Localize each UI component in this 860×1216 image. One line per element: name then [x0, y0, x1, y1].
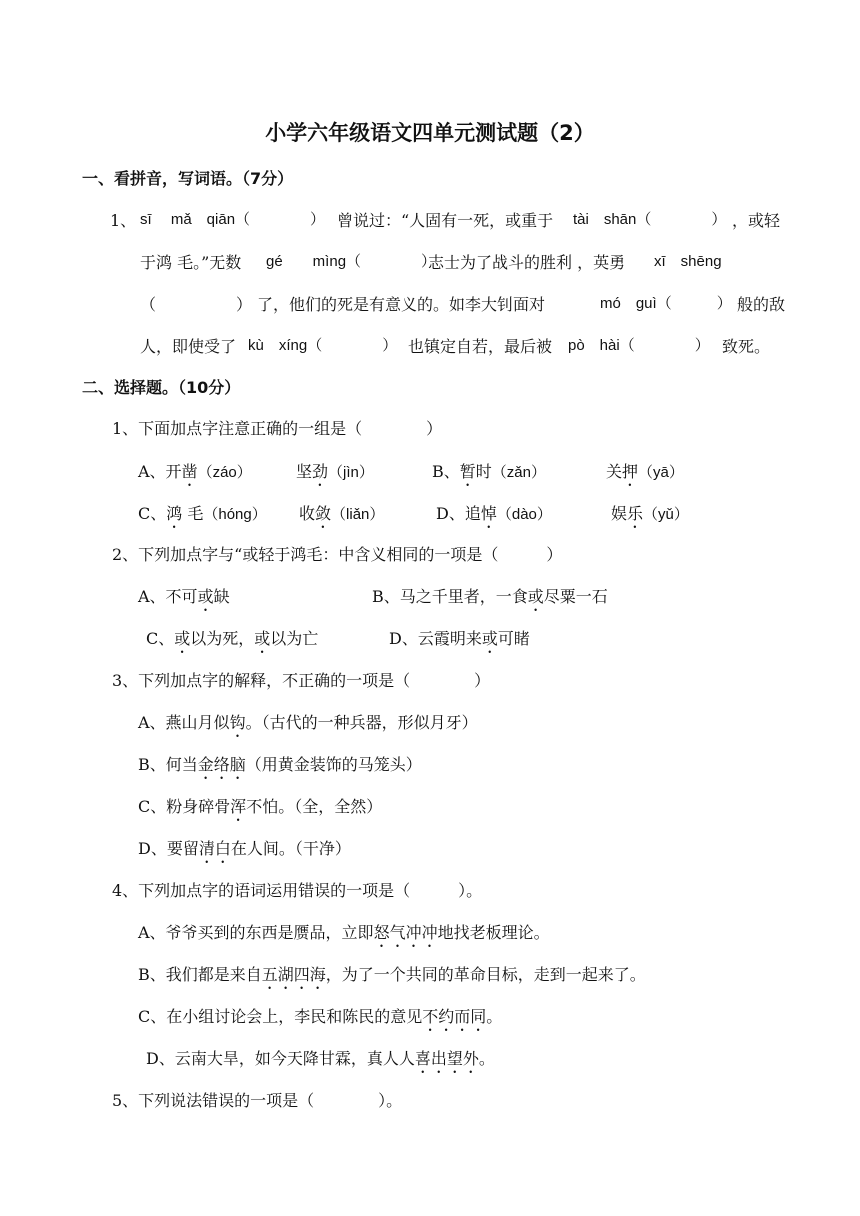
s1-text: 人，即使受了 [140, 337, 237, 356]
s1-text: ，或轻 [732, 211, 781, 230]
q2-option-b: B、马之千里者，一食或尽粟一石 [372, 587, 608, 606]
s1-pinyin-xisheng: xī shēng [654, 253, 722, 270]
q2-stem: 2、下列加点字与“或轻于鸿毛：中含义相同的一项是（ ） [112, 545, 563, 564]
q5-stem: 5、下列说法错误的一项是（ ）。 [112, 1091, 403, 1110]
q1-option-c2: 收敛（liǎn） [299, 504, 385, 523]
q4-option-d: D、云南大旱，如今天降甘霖，真人人喜出望外。 [146, 1049, 495, 1068]
q4-option-a: A、爷爷买到的东西是赝品，立即怒气冲冲地找老板理论。 [138, 923, 550, 942]
s1-blank: （ ） [140, 295, 253, 314]
s1-pinyin-taishan: tài shān（ ） [573, 211, 727, 228]
q3-option-a: A、燕山月似钩。（古代的一种兵器，形似月牙） [138, 713, 478, 732]
s1-text: 般的敌 [737, 295, 786, 314]
s1-text: 也镇定自若，最后被 [408, 337, 553, 356]
s1-text: 曾说过：“人固有一死，或重于 [337, 211, 554, 230]
q1-stem: 1、下面加点字注意正确的一组是（ ） [112, 419, 443, 438]
s1-pinyin-pohai: pò hài（ ） [568, 337, 710, 354]
q2-option-d: D、云霞明来或可睹 [389, 629, 530, 648]
q1-option-d2: 娱乐（yǔ） [611, 504, 689, 523]
s1-text: 了，他们的死是有意义的。如李大钊面对 [257, 295, 546, 314]
q4-stem: 4、下列加点字的语词运用错误的一项是（ ）。 [112, 881, 483, 900]
q3-option-d: D、要留清白在人间。（干净） [138, 839, 351, 858]
q3-option-b: B、何当金络脑（用黄金装饰的马笼头） [138, 755, 422, 774]
q4-option-c: C、在小组讨论会上，李民和陈民的意见不约而同。 [138, 1007, 503, 1026]
s1-pinyin-mogui: mó guì（ ） [600, 295, 732, 312]
s1-pinyin-simaqian: sī mǎ qiān（ ） [140, 211, 326, 228]
q1-option-b2: 关押（yā） [606, 462, 684, 481]
section1-heading: 一、看拼音，写词语。（7分） [82, 169, 294, 188]
s1-line1-num: 1、 [110, 211, 137, 230]
q3-option-c: C、粉身碎骨浑不怕。（全，全然） [138, 797, 383, 816]
s1-text: 于鸿 毛。”无数 [140, 253, 242, 272]
s1-text: 致死。 [722, 337, 771, 356]
page-title: 小学六年级语文四单元测试题（2） [265, 121, 595, 145]
q4-option-b: B、我们都是来自五湖四海，为了一个共同的革命目标，走到一起来了。 [138, 965, 646, 984]
s1-text: 志士为了战斗的胜利 ，英勇 [428, 253, 626, 272]
q1-option-c: C、鸿 毛（hóng） [138, 504, 267, 523]
q2-option-c: C、或以为死，或以为亡 [146, 629, 319, 648]
q1-option-a2: 坚劲（jìn） [296, 462, 374, 481]
q1-option-d: D、追悼（dào） [436, 504, 552, 523]
q3-stem: 3、下列加点字的解释，不正确的一项是（ ） [112, 671, 491, 690]
section2-heading: 二、选择题。（10分） [82, 378, 241, 397]
s1-pinyin-geming: gé mìng（ ） [266, 253, 437, 270]
s1-pinyin-kuxing: kù xíng（ ） [248, 337, 398, 354]
q1-option-a: A、开凿（záo） [138, 462, 252, 481]
q2-option-a: A、不可或缺 [138, 587, 230, 606]
q1-option-b: B、暂时（zǎn） [432, 462, 546, 481]
